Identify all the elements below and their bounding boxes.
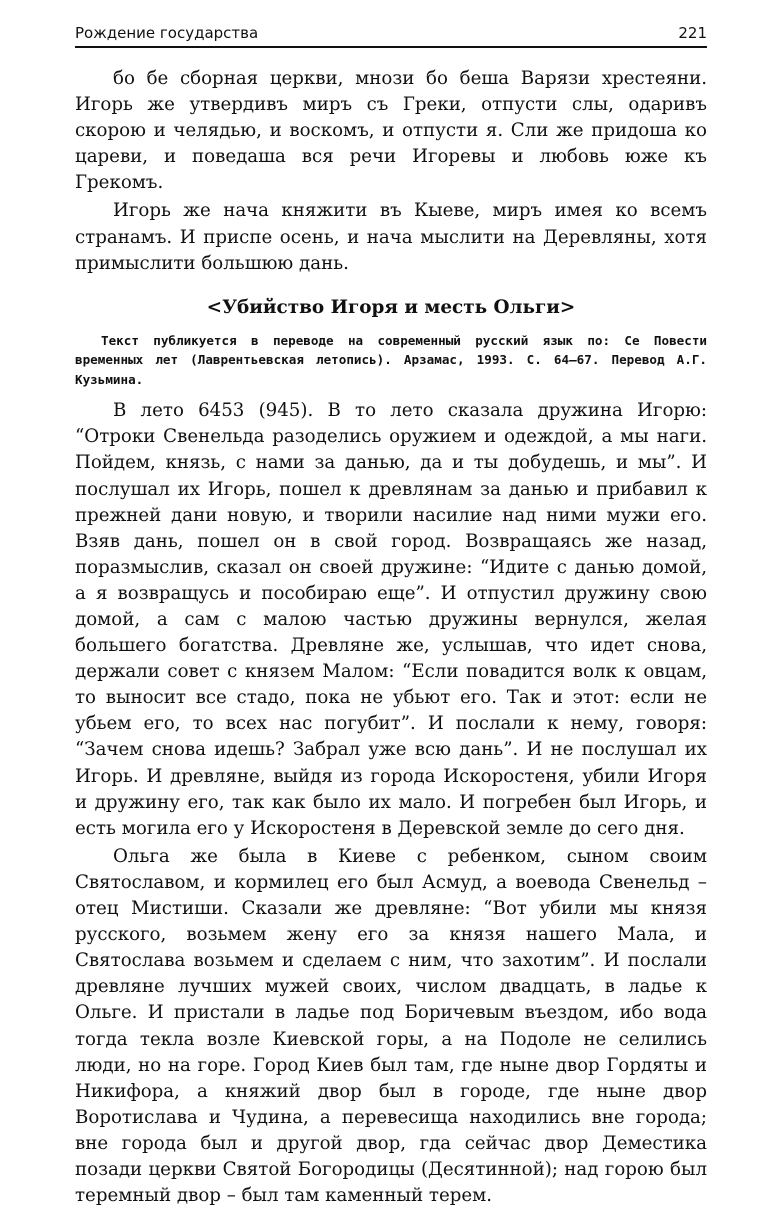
section-heading: <Убийство Игоря и месть Ольги>: [206, 296, 576, 318]
section-paragraph-2: Ольга же была в Киеве с ребенком, сыном своим Святославом, и кормилец его был Асмуд, а воевода Свенельд – отец Мистиши. Сказали же древляне: “Вот убили мы князя русского, возьмем жену его за князя нашего Мала, и Святослава возьмем и сделаем с ним, что захотим”. И послали древляне лучших мужей своих, числом двадцать, в ладье к Ольге. И пристали в ладье под Боричевым въездом, ибо вода тогда текла возле Киевской горы, а на Подоле не селились люди, но на горе. Город Киев был там, где ныне двор Гордяты и Никифора, а княжий двор был в городе, где ныне двор Воротислава и Чудина, а перевесища находились вне города; вне города был и другой двор, гда сейчас двор Деместика позади церкви Святой Богородицы (Десятинной); над горою был теремный двор – был там каменный терем.: [75, 845, 707, 1207]
page-body: [75, 66, 707, 1209]
intro-paragraph-1: бо бе сборная церкви, мнози бо беша Варязи хрестеяни. Игорь же утвердивъ миръ съ Греки, отпусти слы, одаривъ скорою и челядью, и воскомъ, и отпусти я. Сли же придоша ко цареви, и поведаша вся речи Игоревы и любовь юже къ Грекомъ.: [75, 68, 707, 194]
section-paragraph-1: В лето 6453 (945). В то лето сказала дружина Игорю: “Отроки Свенельда разоделись оружием и одеждой, а мы наги. Пойдем, князь, с нами за данью, да и ты добудешь, и мы”. И послушал их Игорь, пошел к древлянам за данью и прибавил к прежней дани новую, и творили насилие над ними мужи его. Взяв дань, пошел он в свой город. Возвращаясь же назад, поразмыслив, сказал он своей дружине: “Идите с данью домой, а я возвращусь и пособираю еще”. И отпустил дружину свою домой, а сам с малою частью дружины вернулся, желая большего богатства. Древляне же, услышав, что идет снова, держали совет с князем Малом: “Если повадится волк к овцам, то выносит все стадо, пока не убьют его. Так и этот: если не убьем его, то всех нас погубит”. И послали к нему, говоря: “Зачем снова идешь? Забрал уже всю дань”. И не послушал их Игорь. И древляне, выйдя из города Искоростеня, убили Игоря и дружину его, так как было их мало. И погребен был Игорь, и есть могила его у Искоростеня в Деревской земле до сего дня.: [75, 400, 707, 839]
page-header: [75, 20, 707, 48]
page-number: 221: [678, 24, 707, 42]
intro-paragraph-2: Игорь же нача княжити въ Кыеве, миръ имея ко всемъ странамъ. И приспе осень, и нача мыслити на Деревляны, хотя примыслити большюю дань.: [75, 200, 707, 274]
source-note: Текст публикуется в переводе на современный русский язык по: Се Повести временных лет (Лаврентьевская летопись). Арзамас, 1993. С. 64—67. Перевод А.Г. Кузьмина.: [75, 332, 707, 387]
running-title: Рождение государства: [75, 24, 259, 42]
